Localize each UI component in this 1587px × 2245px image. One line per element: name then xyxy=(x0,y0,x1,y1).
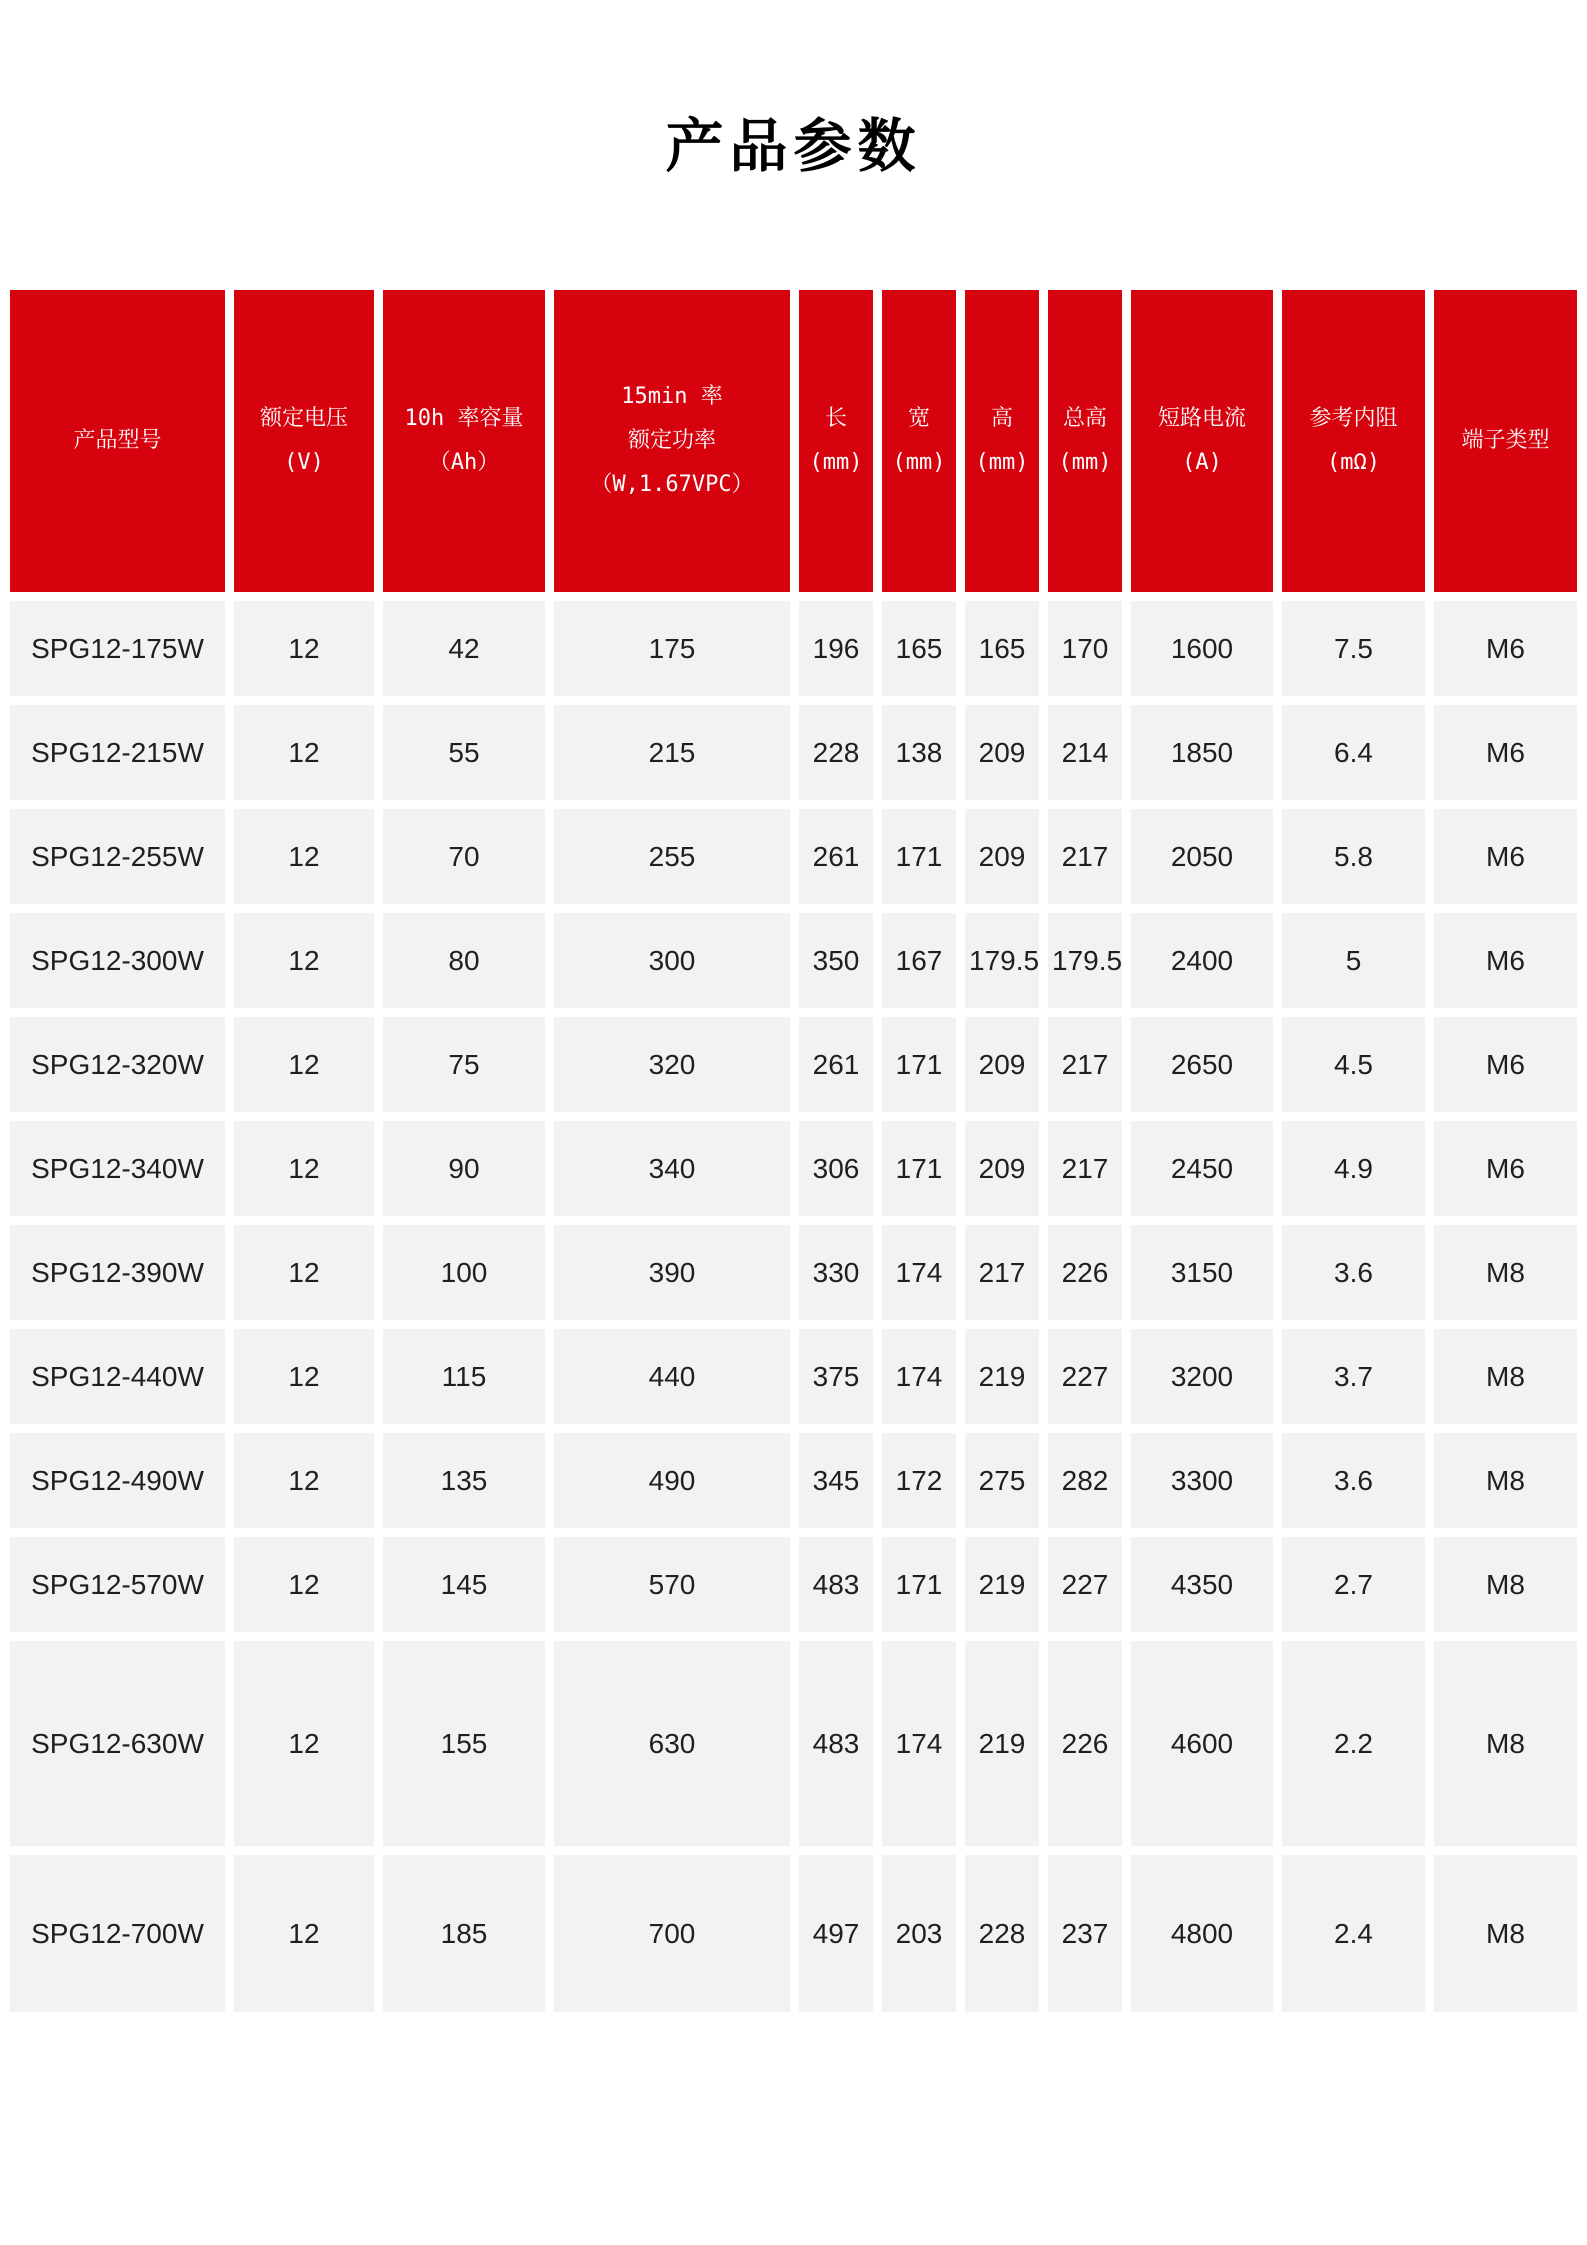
cell-height: 209 xyxy=(965,809,1039,904)
cell-terminal-type: M8 xyxy=(1434,1537,1577,1632)
table-row xyxy=(10,1329,1577,1424)
cell-height: 219 xyxy=(965,1537,1039,1632)
cell-length: 228 xyxy=(799,705,873,800)
cell-capacity-10h: 90 xyxy=(383,1121,545,1216)
column-header-rated-voltage-line: (V) xyxy=(284,450,324,475)
cell-total-height: 227 xyxy=(1048,1537,1122,1632)
cell-short-circuit-current: 4600 xyxy=(1131,1641,1273,1846)
column-header-terminal-type-line: 端子类型 xyxy=(1461,428,1550,453)
cell-power-15min: 340 xyxy=(554,1121,790,1216)
cell-power-15min: 570 xyxy=(554,1537,790,1632)
cell-total-height: 226 xyxy=(1048,1225,1122,1320)
column-header-width xyxy=(882,290,956,592)
cell-total-height: 214 xyxy=(1048,705,1122,800)
cell-width: 167 xyxy=(882,913,956,1008)
cell-internal-resistance: 2.7 xyxy=(1282,1537,1425,1632)
cell-model: SPG12-340W xyxy=(10,1121,225,1216)
cell-rated-voltage: 12 xyxy=(234,1855,374,2012)
table-row xyxy=(10,1641,1577,1846)
cell-model: SPG12-700W xyxy=(10,1855,225,2012)
cell-terminal-type: M8 xyxy=(1434,1855,1577,2012)
cell-width: 171 xyxy=(882,1017,956,1112)
cell-internal-resistance: 2.2 xyxy=(1282,1641,1425,1846)
cell-height: 179.5 xyxy=(965,913,1039,1008)
column-header-internal-resistance xyxy=(1282,290,1425,592)
cell-short-circuit-current: 1850 xyxy=(1131,705,1273,800)
cell-total-height: 170 xyxy=(1048,601,1122,696)
page-title: 产品参数 xyxy=(665,113,922,179)
cell-internal-resistance: 7.5 xyxy=(1282,601,1425,696)
table-row xyxy=(10,1855,1577,2012)
cell-model: SPG12-570W xyxy=(10,1537,225,1632)
cell-width: 165 xyxy=(882,601,956,696)
spec-table-body xyxy=(10,601,1577,2012)
cell-rated-voltage: 12 xyxy=(234,913,374,1008)
cell-internal-resistance: 6.4 xyxy=(1282,705,1425,800)
cell-length: 483 xyxy=(799,1537,873,1632)
cell-capacity-10h: 185 xyxy=(383,1855,545,2012)
cell-capacity-10h: 42 xyxy=(383,601,545,696)
cell-capacity-10h: 55 xyxy=(383,705,545,800)
column-header-model-line: 产品型号 xyxy=(73,428,162,453)
cell-model: SPG12-215W xyxy=(10,705,225,800)
header-row xyxy=(10,290,1577,592)
cell-short-circuit-current: 2450 xyxy=(1131,1121,1273,1216)
column-header-length-line: 长 xyxy=(824,406,847,431)
cell-capacity-10h: 135 xyxy=(383,1433,545,1528)
cell-internal-resistance: 3.7 xyxy=(1282,1329,1425,1424)
cell-rated-voltage: 12 xyxy=(234,705,374,800)
cell-length: 345 xyxy=(799,1433,873,1528)
column-header-short-circuit-current-line: (A) xyxy=(1182,450,1222,475)
cell-height: 165 xyxy=(965,601,1039,696)
table-row xyxy=(10,705,1577,800)
cell-rated-voltage: 12 xyxy=(234,1329,374,1424)
cell-power-15min: 700 xyxy=(554,1855,790,2012)
cell-terminal-type: M8 xyxy=(1434,1641,1577,1846)
cell-capacity-10h: 145 xyxy=(383,1537,545,1632)
cell-model: SPG12-440W xyxy=(10,1329,225,1424)
spec-table-header xyxy=(10,290,1577,592)
product-spec-table xyxy=(1,281,1586,2021)
column-header-length xyxy=(799,290,873,592)
table-row xyxy=(10,1225,1577,1320)
cell-short-circuit-current: 2050 xyxy=(1131,809,1273,904)
column-header-power-15min-line: 额定功率 xyxy=(627,428,716,453)
cell-power-15min: 440 xyxy=(554,1329,790,1424)
cell-power-15min: 390 xyxy=(554,1225,790,1320)
column-header-total-height-line: (mm) xyxy=(1058,450,1112,475)
cell-rated-voltage: 12 xyxy=(234,1121,374,1216)
cell-rated-voltage: 12 xyxy=(234,1433,374,1528)
cell-capacity-10h: 80 xyxy=(383,913,545,1008)
cell-width: 171 xyxy=(882,1121,956,1216)
cell-length: 196 xyxy=(799,601,873,696)
cell-internal-resistance: 4.9 xyxy=(1282,1121,1425,1216)
cell-height: 209 xyxy=(965,1121,1039,1216)
cell-rated-voltage: 12 xyxy=(234,601,374,696)
cell-rated-voltage: 12 xyxy=(234,1641,374,1846)
cell-height: 219 xyxy=(965,1329,1039,1424)
column-header-short-circuit-current-line: 短路电流 xyxy=(1157,406,1246,431)
cell-width: 174 xyxy=(882,1641,956,1846)
cell-short-circuit-current: 2400 xyxy=(1131,913,1273,1008)
cell-capacity-10h: 70 xyxy=(383,809,545,904)
cell-rated-voltage: 12 xyxy=(234,1017,374,1112)
cell-terminal-type: M6 xyxy=(1434,705,1577,800)
cell-length: 330 xyxy=(799,1225,873,1320)
cell-terminal-type: M6 xyxy=(1434,601,1577,696)
cell-power-15min: 630 xyxy=(554,1641,790,1846)
column-header-length-line: (mm) xyxy=(809,450,863,475)
cell-model: SPG12-175W xyxy=(10,601,225,696)
cell-height: 219 xyxy=(965,1641,1039,1846)
cell-capacity-10h: 100 xyxy=(383,1225,545,1320)
cell-total-height: 217 xyxy=(1048,1017,1122,1112)
cell-terminal-type: M8 xyxy=(1434,1433,1577,1528)
cell-short-circuit-current: 3200 xyxy=(1131,1329,1273,1424)
cell-internal-resistance: 4.5 xyxy=(1282,1017,1425,1112)
cell-total-height: 226 xyxy=(1048,1641,1122,1846)
cell-model: SPG12-255W xyxy=(10,809,225,904)
cell-power-15min: 490 xyxy=(554,1433,790,1528)
cell-length: 261 xyxy=(799,809,873,904)
cell-total-height: 282 xyxy=(1048,1433,1122,1528)
cell-internal-resistance: 2.4 xyxy=(1282,1855,1425,2012)
cell-terminal-type: M6 xyxy=(1434,913,1577,1008)
cell-terminal-type: M6 xyxy=(1434,809,1577,904)
cell-model: SPG12-390W xyxy=(10,1225,225,1320)
cell-capacity-10h: 115 xyxy=(383,1329,545,1424)
title-band xyxy=(0,0,1587,281)
cell-width: 174 xyxy=(882,1225,956,1320)
column-header-power-15min-line: 15min 率 xyxy=(621,384,723,409)
cell-rated-voltage: 12 xyxy=(234,1225,374,1320)
cell-length: 497 xyxy=(799,1855,873,2012)
cell-terminal-type: M8 xyxy=(1434,1225,1577,1320)
column-header-model xyxy=(10,290,225,592)
table-row xyxy=(10,1017,1577,1112)
cell-height: 228 xyxy=(965,1855,1039,2012)
cell-terminal-type: M8 xyxy=(1434,1329,1577,1424)
cell-model: SPG12-490W xyxy=(10,1433,225,1528)
column-header-capacity-10h-line: 10h 率容量 xyxy=(404,406,524,431)
cell-short-circuit-current: 4800 xyxy=(1131,1855,1273,2012)
cell-height: 275 xyxy=(965,1433,1039,1528)
column-header-short-circuit-current xyxy=(1131,290,1273,592)
table-row xyxy=(10,601,1577,696)
cell-length: 350 xyxy=(799,913,873,1008)
cell-short-circuit-current: 3150 xyxy=(1131,1225,1273,1320)
cell-power-15min: 255 xyxy=(554,809,790,904)
cell-internal-resistance: 5 xyxy=(1282,913,1425,1008)
column-header-height-line: 高 xyxy=(990,406,1013,431)
column-header-height-line: (mm) xyxy=(975,450,1029,475)
column-header-power-15min xyxy=(554,290,790,592)
cell-power-15min: 215 xyxy=(554,705,790,800)
cell-terminal-type: M6 xyxy=(1434,1121,1577,1216)
table-row xyxy=(10,1121,1577,1216)
column-header-height xyxy=(965,290,1039,592)
column-header-total-height xyxy=(1048,290,1122,592)
cell-internal-resistance: 3.6 xyxy=(1282,1225,1425,1320)
column-header-total-height-line: 总高 xyxy=(1062,406,1107,431)
cell-short-circuit-current: 4350 xyxy=(1131,1537,1273,1632)
cell-power-15min: 300 xyxy=(554,913,790,1008)
cell-short-circuit-current: 1600 xyxy=(1131,601,1273,696)
cell-power-15min: 175 xyxy=(554,601,790,696)
cell-total-height: 227 xyxy=(1048,1329,1122,1424)
cell-model: SPG12-300W xyxy=(10,913,225,1008)
cell-width: 171 xyxy=(882,1537,956,1632)
cell-power-15min: 320 xyxy=(554,1017,790,1112)
column-header-rated-voltage-line: 额定电压 xyxy=(259,406,348,431)
cell-short-circuit-current: 2650 xyxy=(1131,1017,1273,1112)
column-header-power-15min-line: （W,1.67VPC） xyxy=(590,472,754,497)
cell-internal-resistance: 3.6 xyxy=(1282,1433,1425,1528)
cell-terminal-type: M6 xyxy=(1434,1017,1577,1112)
column-header-capacity-10h-line: （Ah） xyxy=(428,450,500,475)
column-header-internal-resistance-line: 参考内阻 xyxy=(1309,406,1398,431)
cell-length: 261 xyxy=(799,1017,873,1112)
cell-model: SPG12-320W xyxy=(10,1017,225,1112)
cell-width: 203 xyxy=(882,1855,956,2012)
cell-height: 209 xyxy=(965,1017,1039,1112)
column-header-capacity-10h xyxy=(383,290,545,592)
cell-total-height: 237 xyxy=(1048,1855,1122,2012)
cell-model: SPG12-630W xyxy=(10,1641,225,1846)
cell-capacity-10h: 155 xyxy=(383,1641,545,1846)
table-row xyxy=(10,1433,1577,1528)
cell-width: 171 xyxy=(882,809,956,904)
cell-length: 375 xyxy=(799,1329,873,1424)
column-header-width-line: 宽 xyxy=(907,406,930,431)
column-header-rated-voltage xyxy=(234,290,374,592)
cell-rated-voltage: 12 xyxy=(234,1537,374,1632)
table-row xyxy=(10,913,1577,1008)
cell-internal-resistance: 5.8 xyxy=(1282,809,1425,904)
table-row xyxy=(10,1537,1577,1632)
cell-total-height: 179.5 xyxy=(1048,913,1122,1008)
column-header-internal-resistance-line: (mΩ) xyxy=(1327,450,1380,475)
table-row xyxy=(10,809,1577,904)
column-header-width-line: (mm) xyxy=(892,450,946,475)
cell-rated-voltage: 12 xyxy=(234,809,374,904)
cell-height: 209 xyxy=(965,705,1039,800)
cell-total-height: 217 xyxy=(1048,1121,1122,1216)
cell-width: 138 xyxy=(882,705,956,800)
cell-height: 217 xyxy=(965,1225,1039,1320)
cell-total-height: 217 xyxy=(1048,809,1122,904)
cell-width: 174 xyxy=(882,1329,956,1424)
cell-capacity-10h: 75 xyxy=(383,1017,545,1112)
cell-width: 172 xyxy=(882,1433,956,1528)
column-header-terminal-type xyxy=(1434,290,1577,592)
cell-length: 306 xyxy=(799,1121,873,1216)
cell-length: 483 xyxy=(799,1641,873,1846)
cell-short-circuit-current: 3300 xyxy=(1131,1433,1273,1528)
